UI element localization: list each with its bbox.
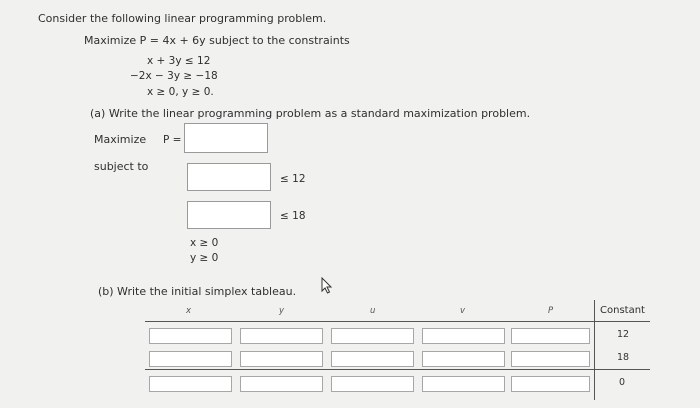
tableau-r2-x[interactable]: [149, 351, 232, 367]
tableau-header-rule: [145, 321, 650, 322]
nonneg-x: x ≥ 0: [190, 237, 219, 249]
tableau-r3-constant: 0: [619, 377, 626, 388]
problem-intro: Consider the following linear programming problem.: [38, 12, 327, 25]
col-header-constant: Constant: [600, 305, 645, 316]
tableau-r3-v[interactable]: [422, 376, 505, 392]
tableau-r3-x[interactable]: [149, 376, 232, 392]
mouse-cursor-icon: [320, 277, 334, 299]
col-header-y: y: [279, 306, 285, 316]
p-label: P =: [163, 134, 182, 146]
nonneg-y: y ≥ 0: [190, 252, 219, 264]
constraint-1-input[interactable]: [187, 163, 271, 191]
constraint-2: −2x − 3y ≥ −18: [130, 70, 218, 82]
tableau-r2-constant: 18: [617, 352, 630, 363]
constraint-2-input[interactable]: [187, 201, 271, 229]
tableau-r2-p[interactable]: [511, 351, 590, 367]
constraint-nonneg: x ≥ 0, y ≥ 0.: [147, 86, 214, 98]
tableau-r2-v[interactable]: [422, 351, 505, 367]
tableau-r1-constant: 12: [617, 329, 630, 340]
part-a-question: (a) Write the linear programming problem as a standard maximization problem.: [90, 107, 531, 120]
subject-to-label: subject to: [94, 160, 149, 173]
constraint-1: x + 3y ≤ 12: [147, 55, 211, 67]
tableau-r3-p[interactable]: [511, 376, 590, 392]
tableau-r1-y[interactable]: [240, 328, 323, 344]
tableau-r2-u[interactable]: [331, 351, 414, 367]
objective-line: Maximize P = 4x + 6y subject to the constraints: [84, 34, 350, 47]
maximize-label: Maximize: [94, 133, 147, 146]
tableau-r1-u[interactable]: [331, 328, 414, 344]
constraint-2-suffix: ≤ 18: [280, 210, 306, 222]
col-header-u: u: [370, 306, 376, 316]
constraint-1-suffix: ≤ 12: [280, 173, 306, 185]
tableau-r2-y[interactable]: [240, 351, 323, 367]
tableau-r1-p[interactable]: [511, 328, 590, 344]
tableau-r3-u[interactable]: [331, 376, 414, 392]
tableau-objective-rule: [145, 369, 650, 370]
col-header-v: v: [460, 306, 466, 316]
tableau-r1-v[interactable]: [422, 328, 505, 344]
part-b-question: (b) Write the initial simplex tableau.: [98, 285, 297, 298]
objective-input[interactable]: [184, 123, 268, 153]
col-header-x: x: [186, 306, 192, 316]
col-header-p: P: [548, 306, 554, 316]
tableau-constant-divider: [594, 300, 595, 400]
tableau-r1-x[interactable]: [149, 328, 232, 344]
tableau-r3-y[interactable]: [240, 376, 323, 392]
